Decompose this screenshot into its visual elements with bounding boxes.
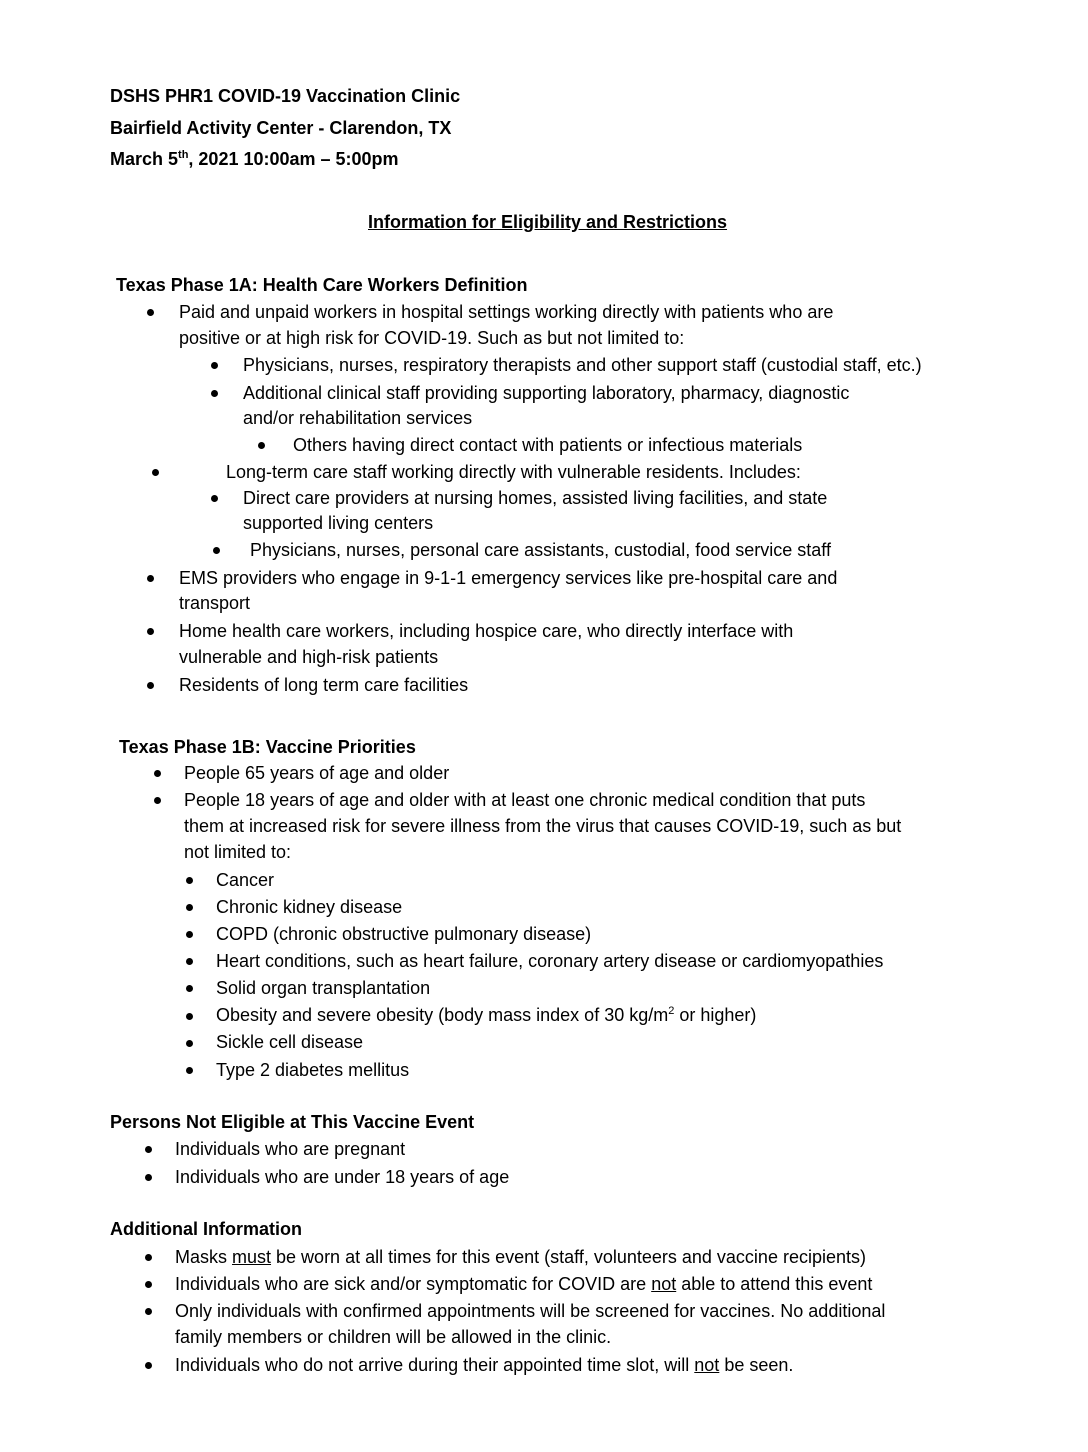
phase1a-item-1-line1: Paid and unpaid workers in hospital settings working directly with patients who are [179, 302, 834, 322]
additional-item-1: Masks must be worn at all times for this event (staff, volunteers and vaccine recipients) [175, 1247, 866, 1267]
phase1b-item-2-line2: them at increased risk for severe illness from the virus that causes COVID-19, such as but [184, 816, 902, 836]
clinic-title: DSHS PHR1 COVID-19 Vaccination Clinic [110, 86, 461, 106]
bullet-icon [258, 442, 265, 449]
bullet-icon [154, 797, 161, 804]
bullet-icon [213, 547, 220, 554]
bullet-icon [147, 682, 154, 689]
phase1a-item-3-line2: transport [179, 593, 251, 613]
condition-item: Type 2 diabetes mellitus [216, 1060, 410, 1080]
not-eligible-item: Individuals who are under 18 years of age [175, 1167, 510, 1187]
bullet-icon [211, 495, 218, 502]
bullet-icon [145, 1362, 152, 1369]
bullet-icon [147, 309, 154, 316]
clinic-location: Bairfield Activity Center - Clarendon, TX [110, 118, 452, 138]
condition-item: Sickle cell disease [216, 1032, 364, 1052]
clinic-date: March 5th, 2021 10:00am – 5:00pm [110, 149, 399, 169]
phase1b-item-1: People 65 years of age and older [184, 763, 450, 783]
bullet-icon [186, 985, 193, 992]
bullet-icon [186, 1067, 193, 1074]
phase1a-item-1-line2: positive or at high risk for COVID-19. Such as but not limited to: [179, 328, 685, 348]
additional-item-3-line2: family members or children will be allowed in the clinic. [175, 1327, 612, 1347]
bullet-icon [152, 469, 159, 476]
phase1a-heading: Texas Phase 1A: Health Care Workers Definition [116, 275, 528, 295]
phase1a-item-5: Residents of long term care facilities [179, 675, 469, 695]
phase1a-item-2: Long-term care staff working directly with vulnerable residents. Includes: [226, 462, 801, 482]
condition-item: Solid organ transplantation [216, 978, 431, 998]
bullet-icon [147, 628, 154, 635]
bullet-icon [186, 958, 193, 965]
phase1a-subitem-1b-line2: and/or rehabilitation services [243, 408, 473, 428]
bullet-icon [186, 904, 193, 911]
not-eligible-item: Individuals who are pregnant [175, 1139, 406, 1159]
bullet-icon [186, 1040, 193, 1047]
phase1a-item-3-line1: EMS providers who engage in 9-1-1 emergency services like pre-hospital care and [179, 568, 838, 588]
phase1a-subitem-1c: Others having direct contact with patients or infectious materials [293, 435, 803, 455]
phase1b-item-2-line3: not limited to: [184, 842, 292, 862]
bullet-icon [145, 1146, 152, 1153]
phase1a-subitem-1a: Physicians, nurses, respiratory therapists and other support staff (custodial staff, etc.) [243, 355, 922, 375]
main-heading: Information for Eligibility and Restrictions [368, 212, 728, 232]
additional-heading: Additional Information [110, 1219, 302, 1239]
bullet-icon [186, 877, 193, 884]
additional-item-3-line1: Only individuals with confirmed appointments will be screened for vaccines. No additional [175, 1301, 886, 1321]
phase1a-subitem-2a-line2: supported living centers [243, 513, 434, 533]
not-eligible-heading: Persons Not Eligible at This Vaccine Event [110, 1112, 475, 1132]
phase1a-subitem-2b: Physicians, nurses, personal care assistants, custodial, food service staff [250, 540, 831, 560]
additional-item-4: Individuals who do not arrive during their appointed time slot, will not be seen. [175, 1355, 794, 1375]
bullet-icon [211, 362, 218, 369]
bullet-icon [147, 575, 154, 582]
condition-item: Heart conditions, such as heart failure, coronary artery disease or cardiomyopathies [216, 951, 884, 971]
phase1a-item-4-line1: Home health care workers, including hospice care, who directly interface with [179, 621, 794, 641]
bullet-icon [211, 390, 218, 397]
phase1a-subitem-2a-line1: Direct care providers at nursing homes, assisted living facilities, and state [243, 488, 828, 508]
phase1b-item-2-line1: People 18 years of age and older with at least one chronic medical condition that puts [184, 790, 866, 810]
condition-item: Obesity and severe obesity (body mass index of 30 $kg/m^2$ or higher) [216, 1005, 757, 1025]
condition-item: Cancer [216, 870, 275, 890]
condition-item: Chronic kidney disease [216, 897, 403, 917]
phase1b-heading: Texas Phase 1B: Vaccine Priorities [119, 737, 416, 757]
additional-item-2: Individuals who are sick and/or symptomatic for COVID are not able to attend this event [175, 1274, 873, 1294]
bullet-icon [145, 1281, 152, 1288]
bullet-icon [145, 1254, 152, 1261]
bullet-icon [186, 931, 193, 938]
condition-item: COPD (chronic obstructive pulmonary disease) [216, 924, 592, 944]
phase1a-item-4-line2: vulnerable and high-risk patients [179, 647, 439, 667]
bullet-icon [186, 1013, 193, 1020]
bullet-icon [145, 1174, 152, 1181]
bullet-icon [145, 1308, 152, 1315]
phase1a-subitem-1b-line1: Additional clinical staff providing supporting laboratory, pharmacy, diagnostic [243, 383, 850, 403]
bullet-icon [154, 770, 161, 777]
